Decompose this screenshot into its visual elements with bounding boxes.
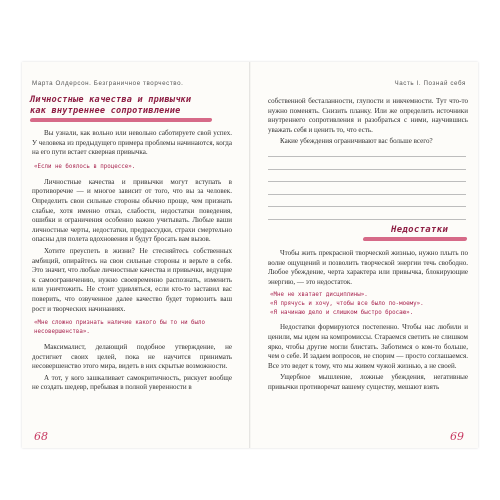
running-head-left: Марта Олдерсон. Безграничное творчество. (32, 80, 184, 87)
paragraph: собственной бесталанности, глупости и никчемности. Тут что-то нужно поменять. Снизить планку. Или же определить источники внутреннего сопротивления и разобраться с ними, научившись уважать себя и ценить то, что есть. (268, 97, 468, 134)
paragraph: Ущербное мышление, ложные убеждения, негативные привычки противоречат вашему существу, мешают взять (268, 373, 468, 391)
answer-line (268, 181, 466, 182)
paragraph: Какие убеждения ограничивают вас больше всего? (280, 137, 433, 146)
paragraph: А тот, у кого зашкаливает самокритичность, рискует вообще не создать шедевр, пребывая в полной уверенности в (32, 373, 232, 392)
right-page (251, 62, 478, 448)
answer-lines (268, 156, 466, 231)
quote: «Если не боялось в процессе». (34, 163, 136, 170)
heading-line-1: Личностные качества и привычки (30, 95, 192, 105)
paragraph: Хотите преуспеть в жизни? Не стесняйтесь собственных амбиций, опирайтесь на свои сильные стороны и верьте в себя. Это значит, что любые личностные качества и привычки, ведущие к самоограничению, нужно своевременно распознать, изменить или уничтожить. Не стоит удивляться, если кто-то заставил вас поверить, что озвученное далее качество будет тормозить ваш рост и творческих начинаниях. (32, 246, 232, 313)
quote: «Я начинаю дело и слишком быстро бросаю». (270, 310, 414, 317)
heading-line-2: как внутреннее сопротивление (30, 106, 181, 116)
quote: «Мне сложно признать наличие какого бы то ни было несовершенства». (34, 320, 206, 336)
right-body-text-top (268, 97, 468, 149)
left-page (22, 62, 249, 448)
answer-line (268, 219, 466, 220)
left-body-text (32, 129, 232, 395)
answer-line (268, 206, 466, 207)
page-number-right: 69 (450, 430, 464, 443)
sub-heading: Недостатки (391, 225, 449, 235)
heading-underline (30, 118, 213, 122)
answer-line (268, 169, 466, 170)
paragraph: Недостатки формируются постепенно. Чтобы нас любили и ценили, мы идем на компромиссы. Стараемся светить не слишком ярко, чтобы другие могли блистать. Заботимся о ком-то больше, чем о себе. И задаем вопросов, не спорим — просто соглашаемся. Все это ведет к тому, что мы живем чужой жизнью, а не своей. (268, 323, 468, 370)
quote: «Я прячусь и хочу, чтобы все было по-моему». (270, 301, 424, 308)
paragraph: Личностные качества и привычки могут вступать в противоречие — и многое зависит от того, что вы за человек. Определить свои сильные стороны обычно проще, чем признать слабые, хотя именно отказ, слабости, недостатки поведения, ошибки и ограничения особенно важно учитывать. Любые ваши личностные черты, недостатки, предрассудки, страхи смертельно опасны для полета вдохновения и будут бросать вам вызов. (32, 177, 232, 244)
answer-line (268, 194, 466, 195)
answer-line (268, 156, 466, 157)
paragraph: Максималист, делающий подобное утверждение, не достигнет своих целей, пока не научится принимать несовершенство этого мира, видеть в них скрытые возможности. (32, 343, 232, 371)
quote-list (270, 291, 468, 318)
running-head-right: Часть I. Познай себя (394, 80, 466, 87)
sub-heading-underline (363, 237, 468, 241)
paragraph: Чтобы жить прекрасной творческой жизнью, нужно плыть по волне ощущений и позволить творческой энергии течь свободно. Любое убеждение, черта характера или привычка, блокирующие энергию, — это недостаток. (268, 249, 468, 286)
right-body-text-bottom (268, 249, 468, 395)
quote: «Мне не хватает дисциплины». (270, 292, 368, 299)
page-number-left: 68 (34, 430, 48, 443)
section-heading (30, 95, 235, 122)
paragraph: Вы узнали, как вольно или невольно саботируете свой успех. У человека из предыдущего примера проблемы начинаются, когда на его пути встает скверная привычка. (32, 129, 232, 157)
